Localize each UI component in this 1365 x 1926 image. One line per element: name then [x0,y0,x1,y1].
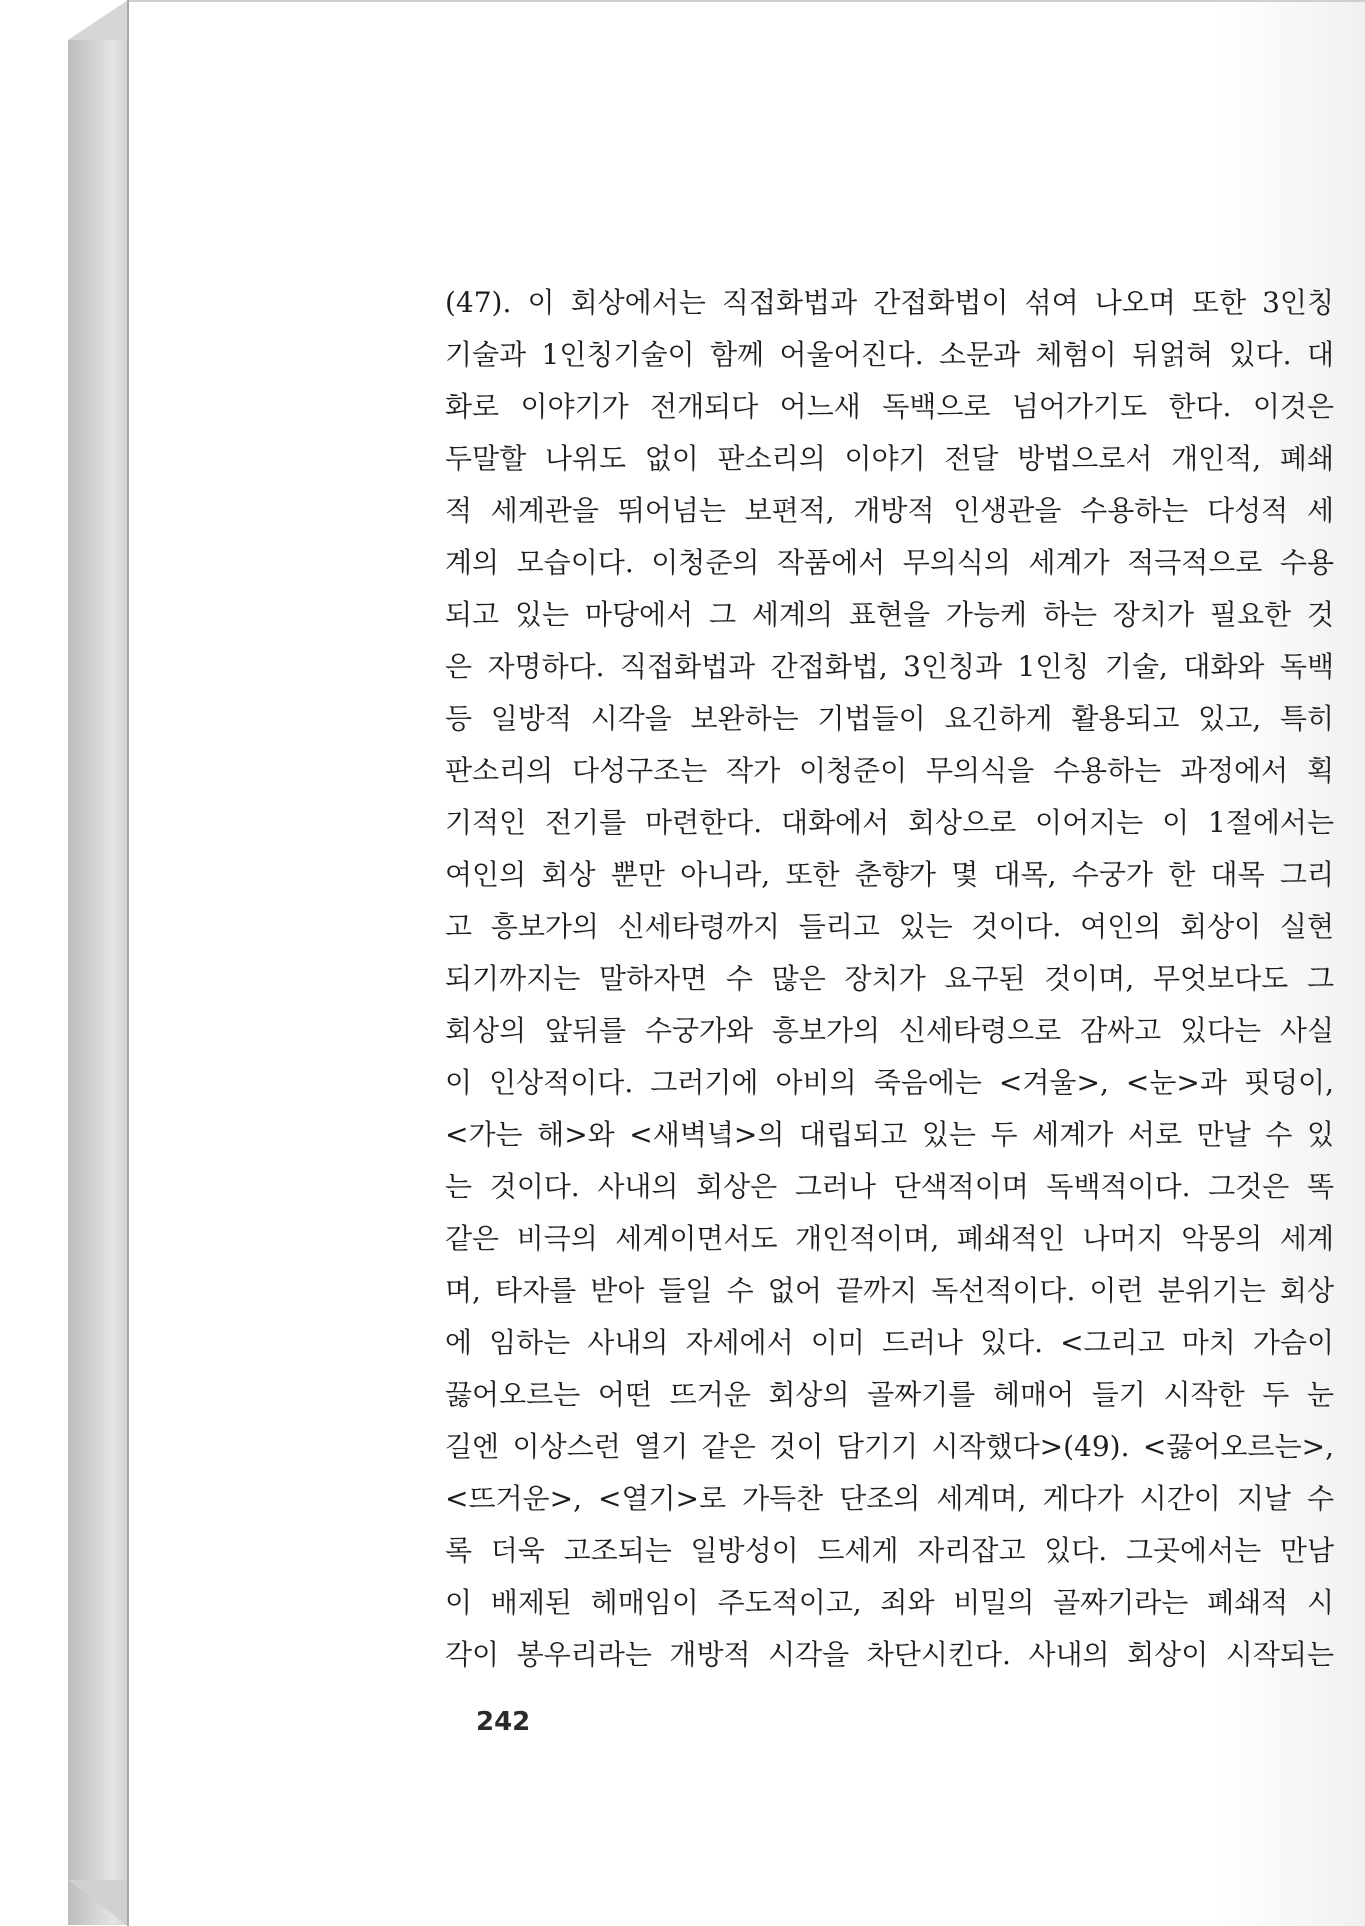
text-line: 계의 모습이다. 이청준의 작품에서 무의식의 세계가 적극적으로 수용 [445,546,1334,579]
text-line: 에 임하는 사내의 자세에서 이미 드러나 있다. <그리고 마치 가슴이 [445,1326,1334,1359]
book-spine [68,40,128,1925]
text-line: 이 인상적이다. 그러기에 아비의 죽음에는 <겨울>, <눈>과 핏덩이, [445,1066,1334,1099]
text-line: 회상의 앞뒤를 수궁가와 흥보가의 신세타령으로 감싸고 있다는 사실 [445,1014,1334,1047]
text-line: 두말할 나위도 없이 판소리의 이야기 전달 방법으로서 개인적, 폐쇄 [445,442,1334,475]
text-line: 기적인 전기를 마련한다. 대화에서 회상으로 이어지는 이 1절에서는 [445,806,1334,839]
text-line: 고 흥보가의 신세타령까지 들리고 있는 것이다. 여인의 회상이 실현 [445,910,1334,943]
text-line: 되고 있는 마당에서 그 세계의 표현을 가능케 하는 장치가 필요한 것 [445,598,1334,631]
text-line: <가는 해>와 <새벽녘>의 대립되고 있는 두 세계가 서로 만날 수 있 [445,1118,1334,1151]
text-line: 적 세계관을 뛰어넘는 보편적, 개방적 인생관을 수용하는 다성적 세 [445,494,1334,527]
text-line: 이 배제된 헤매임이 주도적이고, 죄와 비밀의 골짜기라는 폐쇄적 시 [445,1586,1334,1619]
text-line: 판소리의 다성구조는 작가 이청준이 무의식을 수용하는 과정에서 획 [445,754,1334,787]
page-number: 242 [476,1707,531,1737]
text-line: 는 것이다. 사내의 회상은 그러나 단색적이며 독백적이다. 그것은 똑 [445,1170,1334,1203]
body-text [445,277,1334,1681]
text-line: 길엔 이상스런 열기 같은 것이 담기기 시작했다>(49). <끓어오르는>, [445,1430,1334,1463]
text-line: 기술과 1인칭기술이 함께 어울어진다. 소문과 체험이 뒤얽혀 있다. 대 [445,338,1334,371]
text-line: 각이 봉우리라는 개방적 시각을 차단시킨다. 사내의 회상이 시작되는 [445,1638,1334,1671]
text-line: 같은 비극의 세계이면서도 개인적이며, 폐쇄적인 나머지 악몽의 세계 [445,1222,1334,1255]
text-line: 등 일방적 시각을 보완하는 기법들이 요긴하게 활용되고 있고, 특히 [445,702,1334,735]
book-spine-top [68,0,128,40]
text-line: 되기까지는 말하자면 수 많은 장치가 요구된 것이며, 무엇보다도 그 [445,962,1334,995]
text-line: <뜨거운>, <열기>로 가득찬 단조의 세계며, 게다가 시간이 지날 수 [445,1482,1334,1515]
book-page [129,0,1365,1926]
text-line: (47). 이 회상에서는 직접화법과 간접화법이 섞여 나오며 또한 3인칭 [445,286,1334,319]
text-line: 화로 이야기가 전개되다 어느새 독백으로 넘어가기도 한다. 이것은 [445,390,1334,423]
text-line: 록 더욱 고조되는 일방성이 드세게 자리잡고 있다. 그곳에서는 만남 [445,1534,1334,1567]
text-line: 끓어오르는 어떤 뜨거운 회상의 골짜기를 헤매어 들기 시작한 두 눈 [445,1378,1334,1411]
text-line: 여인의 회상 뿐만 아니라, 또한 춘향가 몇 대목, 수궁가 한 대목 그리 [445,858,1334,891]
text-line: 며, 타자를 받아 들일 수 없어 끝까지 독선적이다. 이런 분위기는 회상 [445,1274,1334,1307]
text-line: 은 자명하다. 직접화법과 간접화법, 3인칭과 1인칭 기술, 대화와 독백 [445,650,1334,683]
